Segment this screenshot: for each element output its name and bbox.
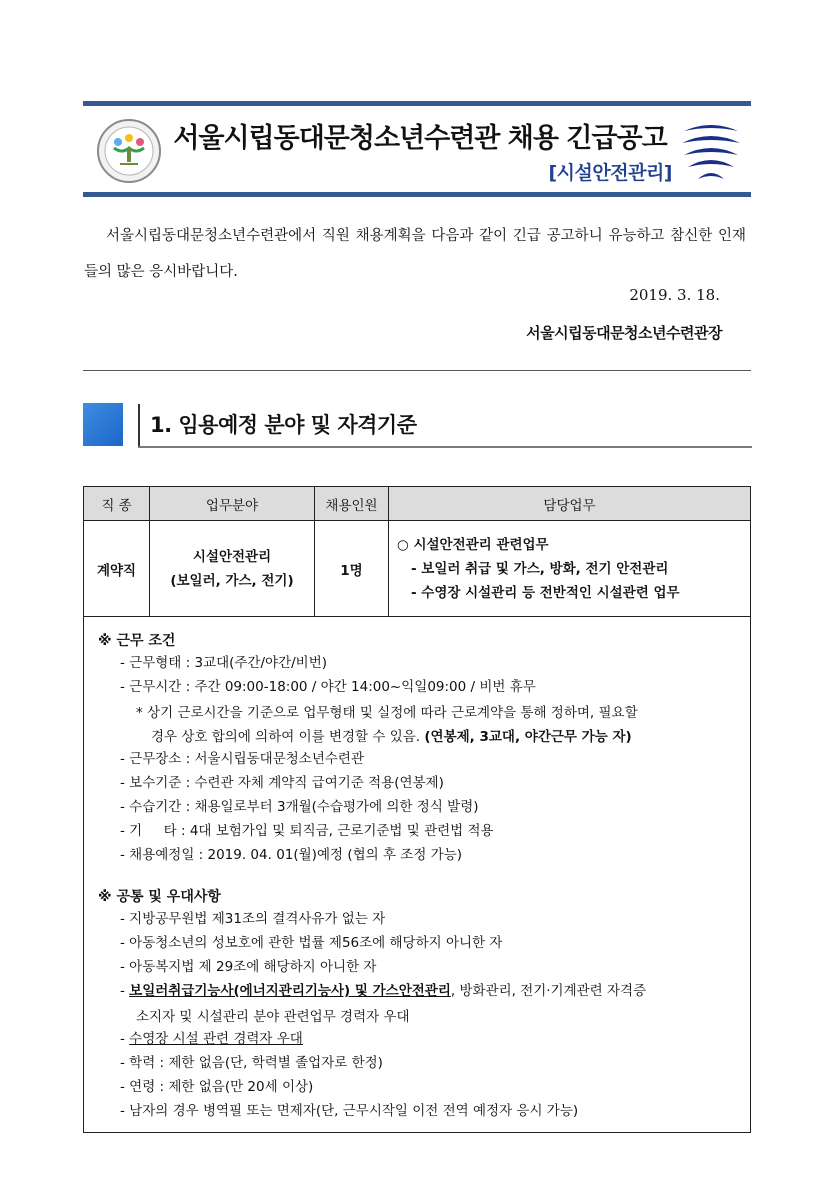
- list-item: - 아동청소년의 성보호에 관한 법률 제56조에 해당하지 아니한 자: [120, 935, 503, 951]
- duty-main: ○ 시설안전관리 관련업무: [397, 536, 549, 553]
- cell-field: [150, 521, 315, 617]
- list-item: - 근무장소 : 서울시립동대문청소년수련관: [120, 751, 364, 767]
- pool-experience: 수영장 시설 관련 경력자 우대: [129, 1031, 303, 1047]
- list-item: - 근무형태 : 3교대(주간/야간/비번): [120, 655, 328, 671]
- list-item: [120, 981, 646, 1001]
- cell-count: 1명: [315, 521, 389, 617]
- page-title: 서울시립동대문청소년수련관 채용 긴급공고: [173, 123, 667, 154]
- list-item-cont: 소지자 및 시설관리 분야 관련업무 경력자 우대: [136, 1009, 410, 1025]
- seoul-logo-icon: [680, 117, 742, 181]
- list-item: - 아동복지법 제 29조에 해당하지 아니한 자: [120, 959, 377, 975]
- header-top-rule: [83, 101, 751, 106]
- note-bold: (연봉제, 3교대, 야간근무 가능 자): [424, 729, 632, 745]
- divider: [83, 370, 751, 371]
- cell-job-type: 계약직: [84, 521, 150, 617]
- page-subtitle: [시설안전관리]: [548, 162, 672, 184]
- header-bottom-rule: [83, 192, 751, 197]
- duty-item: - 보일러 취급 및 가스, 방화, 전기 안전관리: [411, 560, 669, 577]
- list-item: - 보수기준 : 수련관 자체 계약직 급여기준 적용(연봉제): [120, 775, 444, 791]
- list-item: - 수습기간 : 채용일로부터 3개월(수습평가에 의한 정식 발령): [120, 799, 479, 815]
- list-item: - 채용예정일 : 2019. 04. 01(월)예정 (협의 후 조정 가능): [120, 847, 463, 863]
- header-job-type: 직 종: [84, 487, 150, 521]
- field-line2: (보일러, 가스, 전기): [170, 572, 294, 589]
- duty-item: - 수영장 시설관리 등 전반적인 시설관련 업무: [411, 584, 680, 601]
- recruitment-table: [83, 486, 751, 617]
- section-underline: [138, 446, 752, 448]
- dash: -: [120, 983, 130, 999]
- header-duty: 담당업무: [389, 487, 751, 521]
- header-field: 업무분야: [150, 487, 315, 521]
- list-item: - 연령 : 제한 없음(만 20세 이상): [120, 1079, 314, 1095]
- section-marker: [83, 403, 123, 446]
- dash: -: [120, 1031, 130, 1047]
- list-item: [120, 1029, 303, 1049]
- license-bold: 보일러취급기능사(에너지관리기능사) 및 가스안전관리: [129, 983, 451, 999]
- header-count: 채용인원: [315, 487, 389, 521]
- list-note-cont: [151, 725, 632, 745]
- field-line1: 시설안전관리: [192, 548, 272, 565]
- list-item: - 학력 : 제한 없음(단, 학력별 졸업자로 한정): [120, 1055, 383, 1071]
- table-row: [84, 521, 751, 617]
- announcement-date: 2019. 3. 18.: [629, 286, 720, 304]
- license-rest: , 방화관리, 전기·기계관련 자격증: [450, 983, 647, 999]
- intro-paragraph: 서울시립동대문청소년수련관에서 직원 채용계획을 다음과 같이 긴급 공고하니 유능하고 참신한 인재들의 많은 응시바랍니다.: [84, 228, 746, 280]
- issuer-name: 서울시립동대문청소년수련관장: [526, 324, 722, 342]
- conditions-box: [83, 616, 751, 1133]
- preferences-heading: ※ 공통 및 우대사항: [98, 889, 221, 905]
- list-note: * 상기 근로시간을 기준으로 업무형태 및 실정에 따라 근로계약을 통해 정하며, 필요할: [136, 705, 638, 721]
- section-divider: [138, 404, 140, 446]
- cell-duty: [389, 521, 751, 617]
- center-logo-icon: [96, 118, 162, 184]
- table-header-row: [84, 487, 751, 521]
- list-item: - 근무시간 : 주간 09:00-18:00 / 야간 14:00~익일09:00 / 비번 휴무: [120, 679, 536, 695]
- list-item: - 지방공무원법 제31조의 결격사유가 없는 자: [120, 911, 386, 927]
- note-text: 경우 상호 합의에 의하여 이를 변경할 수 있음.: [151, 729, 421, 745]
- conditions-heading: ※ 근무 조건: [98, 633, 176, 649]
- list-item: - 남자의 경우 병역필 또는 면제자(단, 근무시작일 이전 전역 예정자 응시 가능): [120, 1103, 579, 1119]
- section-title: 1. 임용예정 분야 및 자격기준: [150, 413, 417, 437]
- list-item: - 기 타 : 4대 보험가입 및 퇴직금, 근로기준법 및 관련법 적용: [120, 823, 494, 839]
